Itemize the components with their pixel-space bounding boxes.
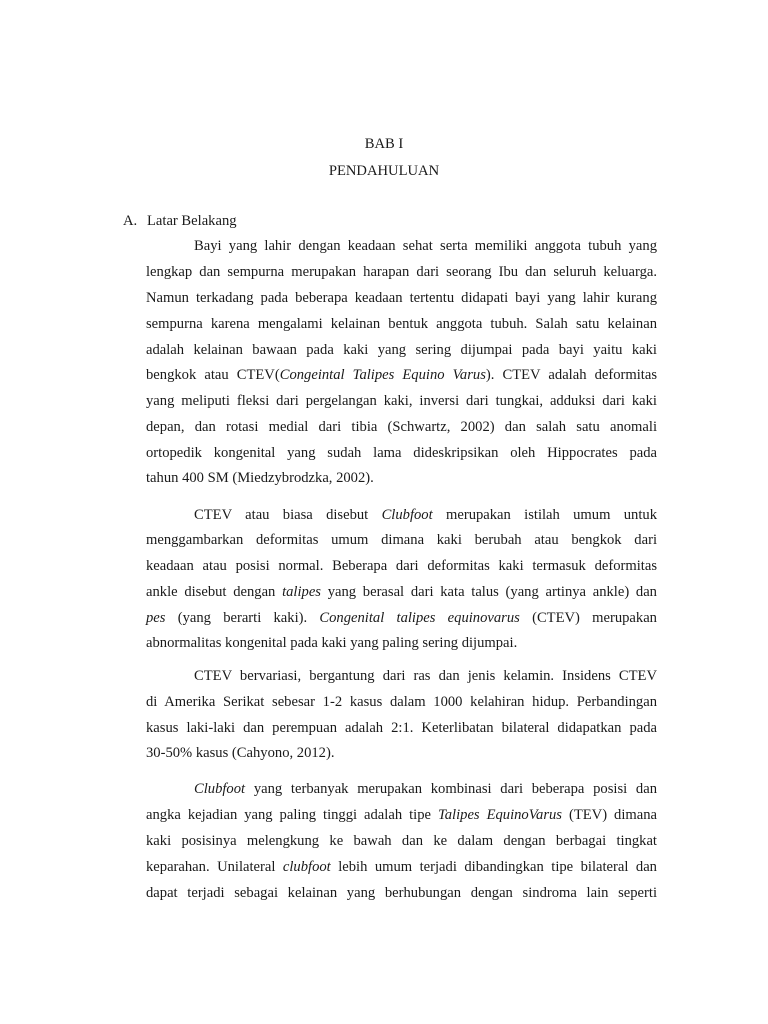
text-line: abnormalitas kongenital pada kaki yang paling sering dijumpai.: [146, 635, 518, 651]
text-line: dapat terjadi sebagai kelainan yang berhubungan dengan sindroma lain seperti: [146, 885, 657, 901]
chapter-label: BAB I: [364, 136, 404, 152]
text-run: lebih umum terjadi dibandingkan tipe bilateral dan: [338, 859, 657, 875]
text-run: CTEV atau biasa disebut: [194, 507, 369, 523]
text-line: [146, 581, 657, 603]
text-line: kasus laki-laki dan perempuan adalah 2:1. Keterlibatan bilateral didapatkan pada: [146, 720, 657, 736]
text-line: ortopedik kongenital yang sudah lama dideskripsikan oleh Hippocrates pada: [146, 445, 657, 461]
section-letter: A.: [123, 213, 138, 229]
text-line: lengkap dan sempurna merupakan harapan dari seorang Ibu dan seluruh keluarga.: [146, 264, 657, 280]
text-run: (CTEV) merupakan: [532, 610, 657, 626]
text-run: ankle disebut dengan: [146, 584, 276, 600]
section-title: Latar Belakang: [147, 213, 237, 229]
text-line: Namun terkadang pada beberapa keadaan tertentu didapati bayi yang lahir kurang: [146, 290, 657, 306]
text-run: yang terbanyak merupakan kombinasi dari beberapa posisi dan: [253, 781, 657, 797]
text-line: [146, 856, 657, 878]
text-line: [194, 778, 657, 800]
text-run: ). CTEV adalah deformitas: [485, 367, 657, 383]
text-line: kaki posisinya melengkung ke bawah dan ke dalam dengan berbagai tingkat: [146, 833, 657, 849]
text-run: merupakan istilah umum untuk: [446, 507, 657, 523]
text-line: yang meliputi fleksi dari pergelangan kaki, inversi dari tungkai, adduksi dari kaki: [146, 393, 657, 409]
text-line: tahun 400 SM (Miedzybrodzka, 2002).: [146, 470, 374, 486]
italic-term: Talipes EquinoVarus: [437, 807, 562, 823]
italic-term: pes: [146, 610, 166, 626]
text-line: Bayi yang lahir dengan keadaan sehat serta memiliki anggota tubuh yang: [194, 238, 657, 254]
text-run: angka kejadian yang paling tinggi adalah tipe: [146, 807, 431, 823]
text-run: yang berasal dari kata talus (yang artinya ankle) dan: [327, 584, 657, 600]
italic-term: clubfoot: [282, 859, 331, 875]
section-heading: [123, 213, 237, 230]
text-run: bengkok atau CTEV(: [146, 367, 280, 383]
italic-term: Clubfoot: [381, 507, 433, 523]
text-line: [146, 804, 657, 826]
text-line: depan, dan rotasi medial dari tibia (Schwartz, 2002) dan salah satu anomali: [146, 419, 657, 435]
text-run: (TEV) dimana: [568, 807, 657, 823]
text-line: [194, 504, 657, 526]
italic-term: Congenital talipes equinovarus: [319, 610, 520, 626]
text-line: [146, 364, 657, 386]
text-line: adalah kelainan bawaan pada kaki yang sering dijumpai pada bayi yaitu kaki: [146, 342, 657, 358]
text-run: (yang berarti kaki).: [177, 610, 308, 626]
italic-term: talipes: [282, 584, 321, 600]
text-line: [146, 607, 657, 629]
italic-term: Congeintal Talipes Equino Varus: [279, 367, 486, 383]
text-line: CTEV bervariasi, bergantung dari ras dan jenis kelamin. Insidens CTEV: [194, 668, 657, 684]
text-run: keparahan. Unilateral: [146, 859, 276, 875]
text-line: keadaan atau posisi normal. Beberapa dari deformitas kaki termasuk deformitas: [146, 558, 657, 574]
text-line: 30-50% kasus (Cahyono, 2012).: [146, 745, 335, 761]
text-line: di Amerika Serikat sebesar 1-2 kasus dalam 1000 kelahiran hidup. Perbandingan: [146, 694, 657, 710]
chapter-title: PENDAHULUAN: [328, 163, 440, 179]
text-line: sempurna karena mengalami kelainan bentuk anggota tubuh. Salah satu kelainan: [146, 316, 657, 332]
text-line: menggambarkan deformitas umum dimana kaki berubah atau bengkok dari: [146, 532, 657, 548]
italic-term: Clubfoot: [194, 781, 246, 797]
